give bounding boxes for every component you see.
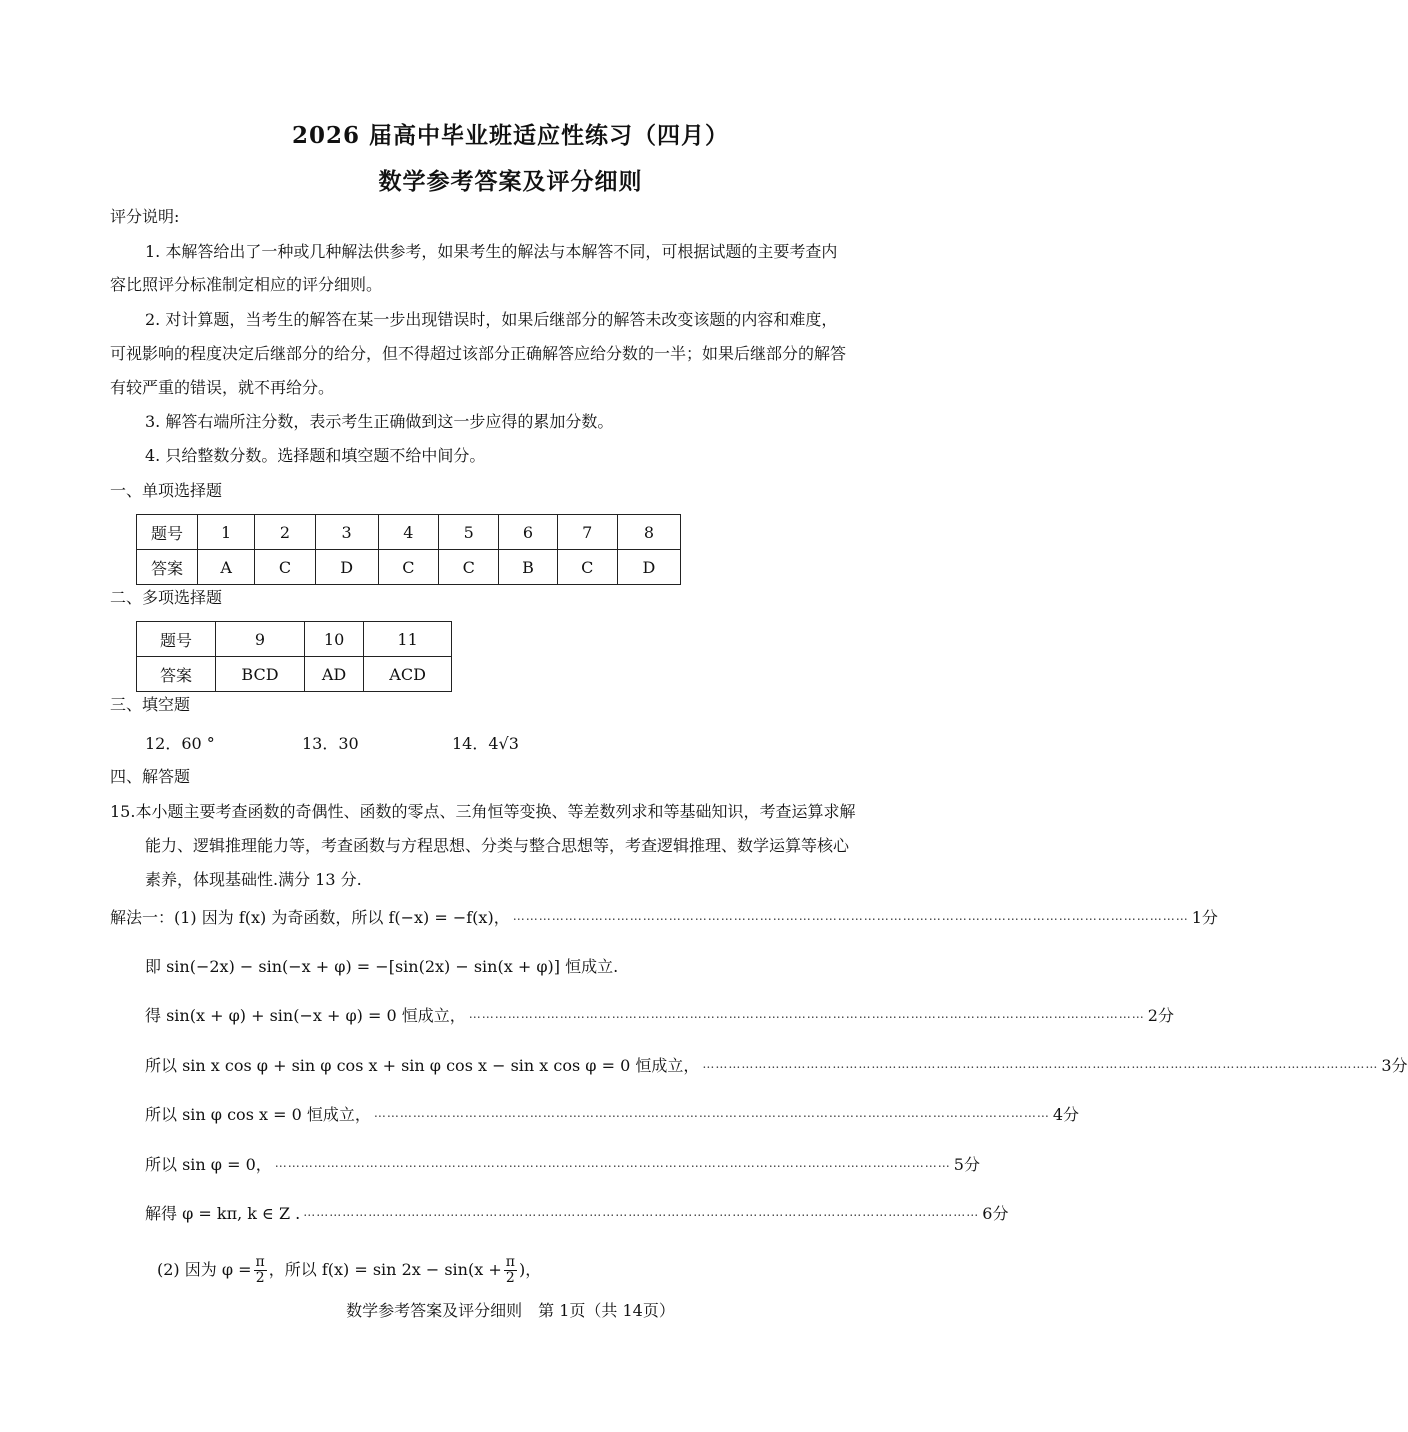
table-header-cell: 题号 [137, 622, 216, 657]
step-score: 3分 [1381, 1055, 1408, 1075]
fraction-denominator: 2 [505, 1269, 515, 1286]
leader-dots: ………………………………………………………………………………………………………………………………………… [274, 1156, 951, 1170]
part-2-line [157, 1252, 541, 1288]
step-text: 所以 sin x cos φ + sin φ cos x + sin φ cos x − sin x cos φ = 0 恒成立， [145, 1055, 700, 1075]
table-cell: 4 [378, 515, 438, 550]
step-text: 所以 sin φ cos x = 0 恒成立， [145, 1104, 371, 1124]
answer-12: 12．60 ° [145, 734, 215, 753]
table-cell: 3 [315, 515, 378, 550]
table-cell: 11 [364, 622, 452, 657]
solution-step-1 [110, 905, 1218, 927]
leader-dots: ………………………………………………………………………………………………………………………………………… [303, 1205, 980, 1219]
section-3-heading: 三、填空题 [110, 695, 191, 714]
single-choice-table [136, 514, 681, 585]
table-cell: 5 [439, 515, 499, 550]
note-2-line-3: 有较严重的错误，就不再给分。 [110, 378, 335, 397]
step-score: 4分 [1052, 1104, 1080, 1124]
table-row [137, 515, 681, 550]
note-3: 3. 解答右端所注分数，表示考生正确做到这一步应得的累加分数。 [145, 412, 614, 431]
section-4-heading: 四、解答题 [110, 767, 191, 786]
table-cell: C [378, 550, 438, 585]
step-text: 所以 sin φ = 0， [145, 1154, 272, 1174]
page-subtitle: 数学参考答案及评分细则 [378, 168, 643, 195]
fraction [504, 1255, 517, 1286]
table-cell: D [315, 550, 378, 585]
table-cell: 1 [198, 515, 255, 550]
table-cell: 2 [255, 515, 315, 550]
table-cell: 6 [499, 515, 557, 550]
step-text: 得 sin(x + φ) + sin(−x + φ) = 0 恒成立， [145, 1005, 466, 1025]
step-score: 2分 [1147, 1005, 1174, 1025]
note-4: 4. 只给整数分数。选择题和填空题不给中间分。 [145, 446, 486, 465]
table-cell: ACD [364, 657, 452, 692]
page-footer: 数学参考答案及评分细则 第 1页（共 14页） [346, 1301, 675, 1320]
page-title: 2026 届高中毕业班适应性练习（四月） [291, 122, 730, 149]
answer-13: 13．30 [302, 734, 359, 753]
step-text: 即 sin(−2x) − sin(−x + φ) = −[sin(2x) − sin(x + φ)] 恒成立. [145, 956, 619, 976]
leader-dots: ………………………………………………………………………………………………………………………………………… [702, 1057, 1379, 1071]
solution-step-3 [145, 1003, 1174, 1025]
table-cell: 7 [557, 515, 617, 550]
leader-dots: ………………………………………………………………………………………………………………………………………… [512, 909, 1189, 923]
table-cell: BCD [216, 657, 305, 692]
table-cell: AD [304, 657, 363, 692]
note-2-line-2: 可视影响的程度决定后继部分的给分，但不得超过该部分正确解答应给分数的一半；如果后继部分的解答 [110, 344, 847, 363]
leader-dots: ………………………………………………………………………………………………………………………………………… [373, 1106, 1050, 1120]
note-1-line-2: 容比照评分标准制定相应的评分细则。 [110, 275, 383, 294]
step-score: 1分 [1191, 907, 1218, 927]
table-cell: 9 [216, 622, 305, 657]
table-row [137, 657, 452, 692]
note-1-line-1: 1. 本解答给出了一种或几种解法供参考，如果考生的解法与本解答不同，可根据试题的主要考查内 [145, 242, 838, 261]
q15-line-1: 15.本小题主要考查函数的奇偶性、函数的零点、三角恒等变换、等差数列求和等基础知识，考查运算求解 [110, 802, 856, 821]
section-1-heading: 一、单项选择题 [110, 481, 223, 500]
table-header-cell: 答案 [137, 657, 216, 692]
table-row [137, 550, 681, 585]
answer-14-value: 4√3 [488, 734, 519, 753]
solution-step-5 [145, 1102, 1080, 1124]
table-cell: 8 [617, 515, 680, 550]
part-2-prefix: (2) 因为 φ = [157, 1260, 252, 1279]
fraction-numerator: π [505, 1253, 515, 1270]
step-text: 解法一：(1) 因为 f(x) 为奇函数，所以 f(−x) = −f(x)， [110, 907, 510, 927]
table-header-cell: 答案 [137, 550, 198, 585]
notes-heading: 评分说明: [110, 207, 180, 226]
step-score: 5分 [953, 1154, 980, 1174]
solution-step-7 [145, 1201, 1009, 1223]
step-score: 6分 [982, 1203, 1009, 1223]
table-cell: C [439, 550, 499, 585]
q15-line-3: 素养，体现基础性.满分 13 分. [145, 870, 362, 889]
note-2-line-1: 2. 对计算题，当考生的解答在某一步出现错误时，如果后继部分的解答未改变该题的内容和难度， [145, 310, 838, 329]
table-cell: C [557, 550, 617, 585]
table-row [137, 622, 452, 657]
part-2-middle: ，所以 f(x) = sin 2x − sin(x + [268, 1260, 502, 1279]
answer-14 [452, 736, 519, 752]
solution-step-4 [145, 1053, 1408, 1075]
step-text: 解得 φ = kπ, k ∈ Z . [145, 1203, 301, 1223]
fraction [254, 1255, 267, 1286]
solution-step-6 [145, 1152, 980, 1174]
part-2-suffix: )， [518, 1260, 542, 1279]
fraction-denominator: 2 [255, 1269, 265, 1286]
table-cell: B [499, 550, 557, 585]
solution-step-2 [145, 954, 913, 976]
table-cell: C [255, 550, 315, 585]
section-2-heading: 二、多项选择题 [110, 588, 223, 607]
table-header-cell: 题号 [137, 515, 198, 550]
multi-choice-table [136, 621, 452, 692]
leader-dots: ………………………………………………………………………………………………………………………………………… [468, 1007, 1145, 1021]
q15-line-2: 能力、逻辑推理能力等，考查函数与方程思想、分类与整合思想等，考查逻辑推理、数学运算等核心 [145, 836, 850, 855]
table-cell: D [617, 550, 680, 585]
table-cell: 10 [304, 622, 363, 657]
table-cell: A [198, 550, 255, 585]
fraction-numerator: π [255, 1253, 265, 1270]
answer-14-prefix: 14． [452, 734, 489, 753]
